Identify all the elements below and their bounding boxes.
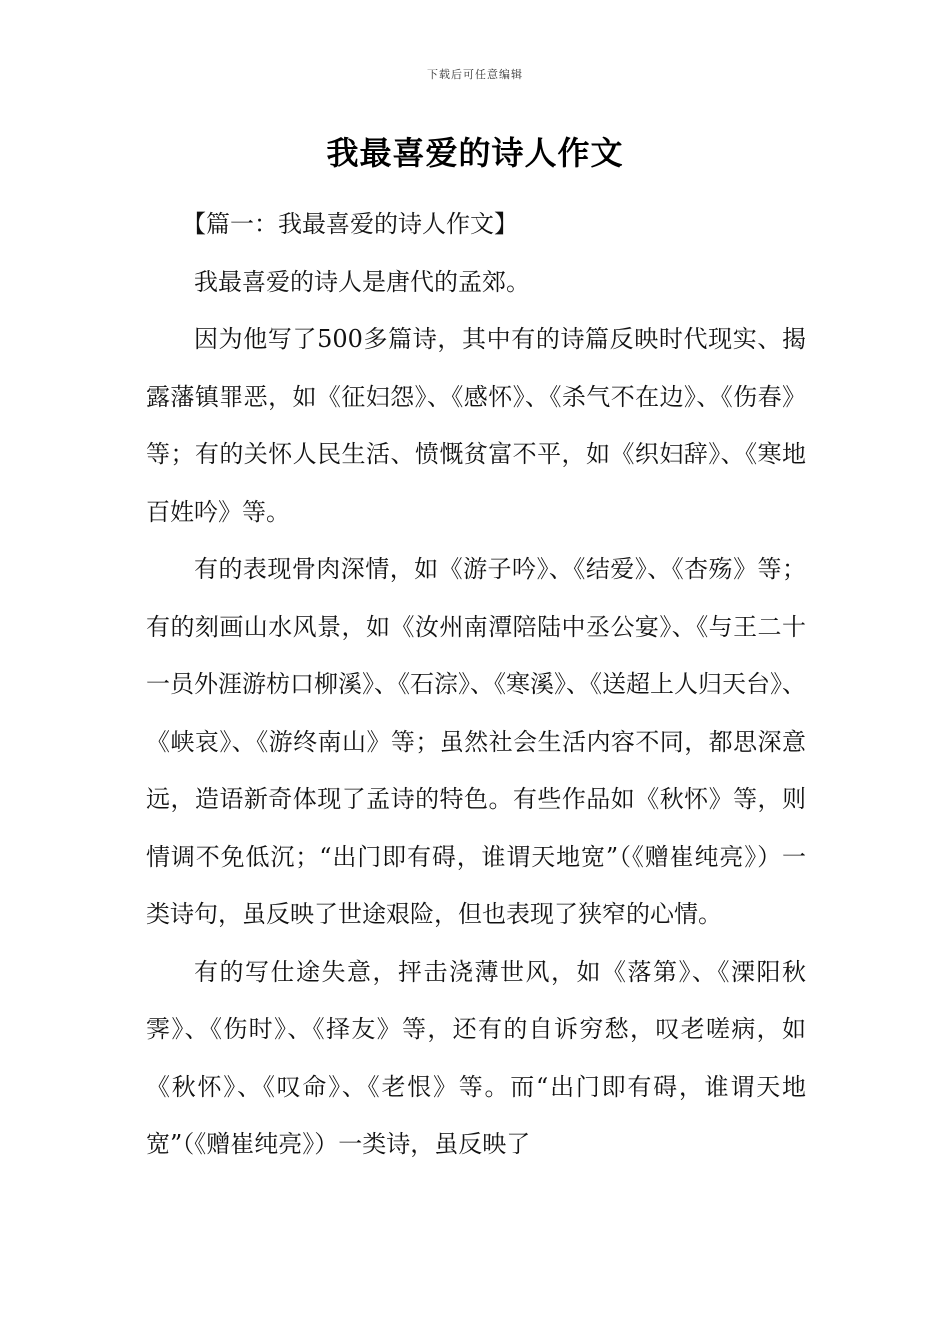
document-title: 我最喜爱的诗人作文: [326, 134, 624, 172]
document-body: [146, 196, 806, 1174]
paragraph-themes-family-landscape: 有的表现骨肉深情，如《游子吟》、《结爱》、《杏殇》等；有的刻画山水风景，如《汝州南潭陪陆中丞公宴》、《与王二十一员外涯游枋口柳溪》、《石淙》、《寒溪》、《送超上人归天台》、《峡哀》、《游终南山》等；虽然社会生活内容不同，都思深意远，造语新奇体现了孟诗的特色。有些作品如《秋怀》等，则情调不免低沉；“出门即有碍，谁谓天地宽”（《赠崔纯亮》）一类诗句，虽反映了世途艰险，但也表现了狭窄的心情。: [146, 555, 806, 928]
paragraph-themes-reality: 因为他写了500多篇诗，其中有的诗篇反映时代现实、揭露藩镇罪恶，如《征妇怨》、《感怀》、《杀气不在边》、《伤春》等；有的关怀人民生活、愤慨贫富不平，如《织妇辞》、《寒地百姓吟》等。: [146, 325, 806, 526]
paragraph-themes-career: 有的写仕途失意，抨击浇薄世风，如《落第》、《溧阳秋霁》、《伤时》、《择友》等，还有的自诉穷愁，叹老嗟病，如《秋怀》、《叹命》、《老恨》等。而“出门即有碍，谁谓天地宽”（《赠崔纯亮》）一类诗，虽反映了: [146, 957, 806, 1158]
header-note: 下载后可任意编辑: [427, 68, 523, 81]
paragraph-intro: 我最喜爱的诗人是唐代的孟郊。: [194, 267, 530, 296]
section-heading: 【篇一：我最喜爱的诗人作文】: [182, 210, 518, 238]
